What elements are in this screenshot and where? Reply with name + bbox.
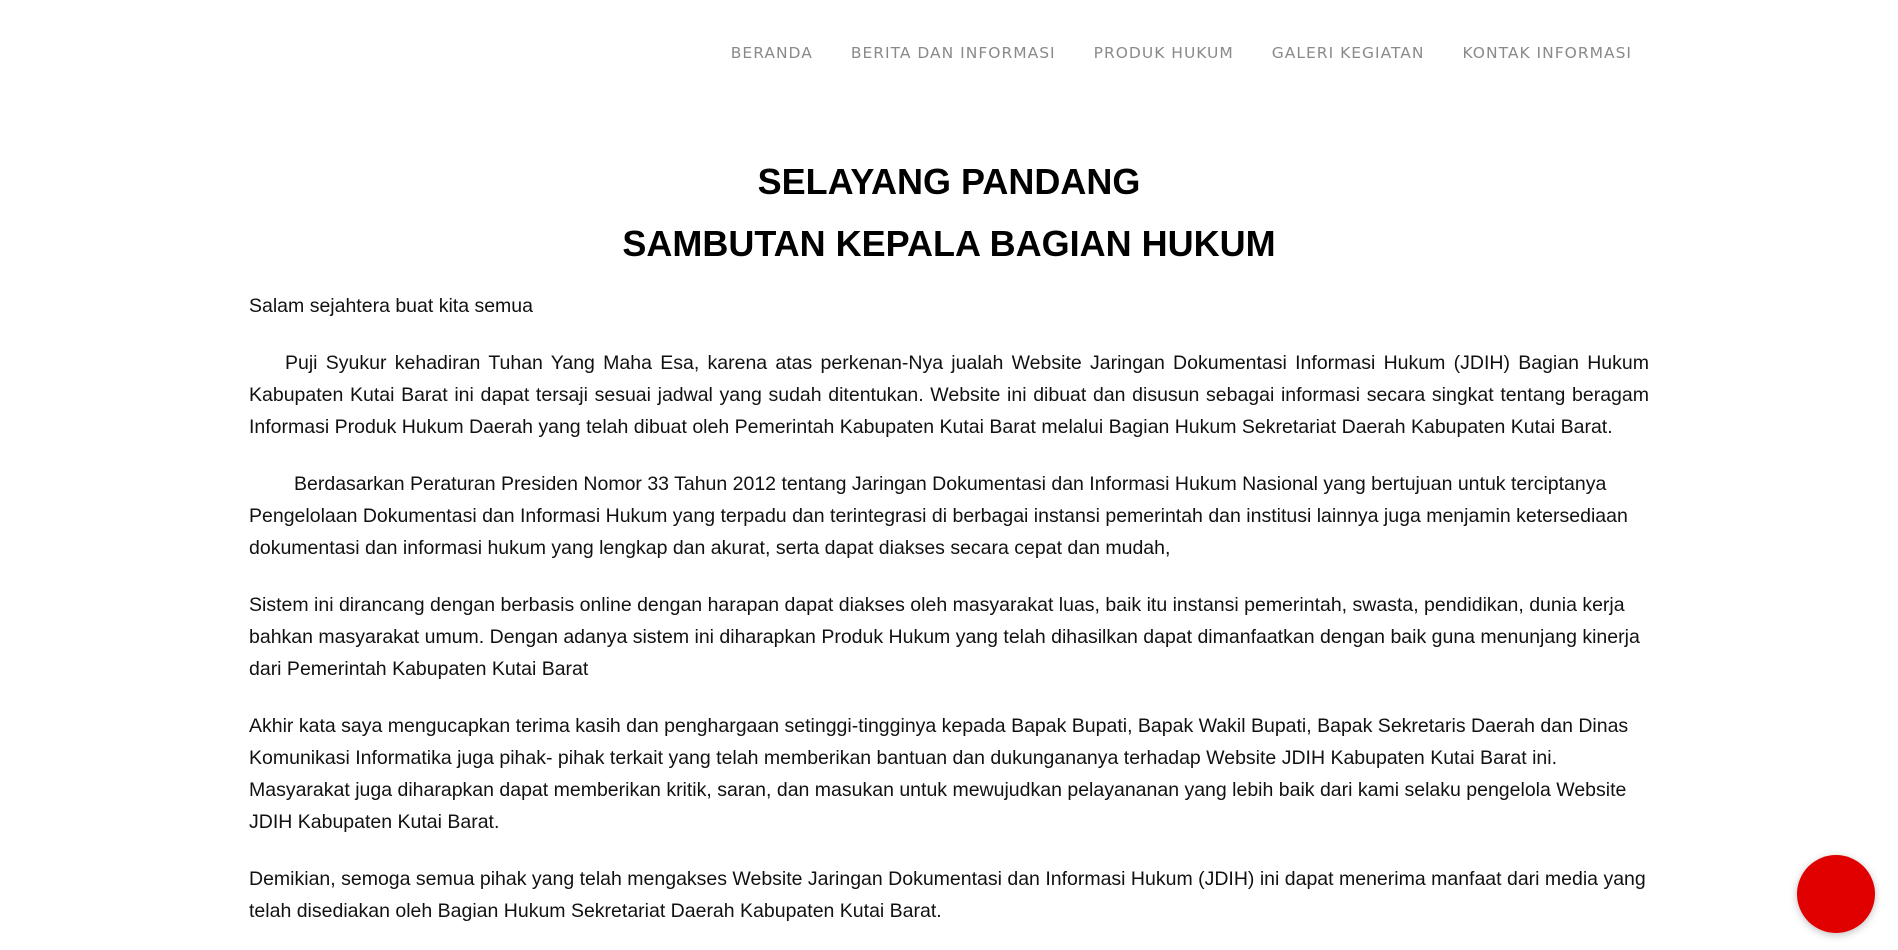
nav-item-kontak-informasi[interactable]: KONTAK INFORMASI (1462, 44, 1632, 62)
paragraph-thanks: Akhir kata saya mengucapkan terima kasih dan penghargaan setinggi-tingginya kepada Bapak Bupati, Bapak Wakil Bupati, Bapak Sekretaris Daerah dan Dinas Komunikasi Informatika juga pihak- pihak terkait yang telah memberikan bantuan dan dukungananya terhadap Website JDIH Kabupaten Kutai Barat ini. Masyarakat juga diharapkan dapat memberikan kritik, saran, dan masukan untuk mewujudkan pelayananan yang lebih baik dari kami selaku pengelola Website JDIH Kabupaten Kutai Barat. (249, 715, 1629, 833)
page-subtitle: SAMBUTAN KEPALA BAGIAN HUKUM (622, 223, 1276, 264)
nav-item-beranda[interactable]: BERANDA (730, 44, 813, 62)
paragraph-system: Sistem ini dirancang dengan berbasis online dengan harapan dapat diakses oleh masyarakat luas, baik itu instansi pemerintah, swasta, pendidikan, dunia kerja bahkan masyarakat umum. Dengan adanya sistem ini diharapkan Produk Hukum yang telah dihasilkan dapat dimanfaatkan dengan baik guna menunjang kinerja dari Pemerintah Kabupaten Kutai Barat (249, 594, 1640, 680)
top-navigation (0, 0, 1898, 108)
chat-widget-button[interactable] (1797, 855, 1875, 933)
paragraph-closing: Demikian, semoga semua pihak yang telah mengakses Website Jaringan Dokumentasi dan Informasi Hukum (JDIH) ini dapat menerima manfaat dari media yang telah disediakan oleh Bagian Hukum Sekretariat Daerah Kabupaten Kutai Barat. (249, 868, 1646, 922)
greeting-text: Salam sejahtera buat kita semua (249, 295, 533, 317)
nav-item-berita-dan-informasi[interactable]: BERITA DAN INFORMASI (850, 44, 1056, 62)
main-content (249, 158, 1649, 927)
nav-item-galeri-kegiatan[interactable]: GALERI KEGIATAN (1271, 44, 1425, 62)
paragraph-regulation: Berdasarkan Peraturan Presiden Nomor 33 Tahun 2012 tentang Jaringan Dokumentasi dan Informasi Hukum Nasional yang bertujuan untuk terciptanya Pengelolaan Dokumentasi dan Informasi Hukum yang terpadu dan terintegrasi di berbagai instansi pemerintah dan institusi lainnya juga menjamin ketersediaan dokumentasi dan informasi hukum yang lengkap dan akurat, serta dapat diakses secara cepat dan mudah, (249, 473, 1628, 559)
paragraph-intro: Puji Syukur kehadiran Tuhan Yang Maha Esa, karena atas perkenan-Nya jualah Website Jaringan Dokumentasi Informasi Hukum (JDIH) Bagian Hukum Kabupaten Kutai Barat ini dapat tersaji sesuai jadwal yang sudah ditentukan. Website ini dibuat dan disusun sebagai informasi secara singkat tentang beragam Informasi Produk Hukum Daerah yang telah dibuat oleh Pemerintah Kabupaten Kutai Barat melalui Bagian Hukum Sekretariat Daerah Kabupaten Kutai Barat. (249, 352, 1649, 438)
nav-menu (731, 44, 1632, 62)
page-title: SELAYANG PANDANG (757, 161, 1141, 202)
nav-item-produk-hukum[interactable]: PRODUK HUKUM (1093, 44, 1234, 62)
